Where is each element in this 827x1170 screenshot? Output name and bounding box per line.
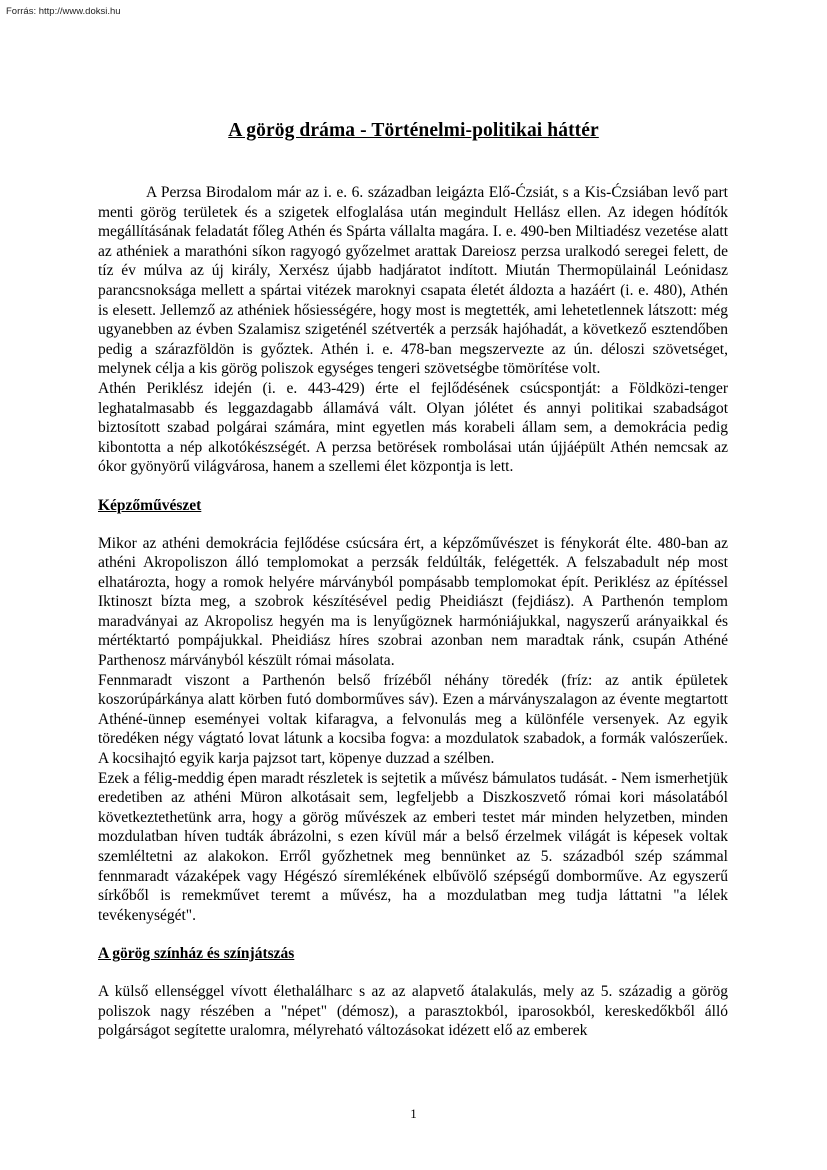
section1-paragraph-3: Ezek a félig-meddig épen maradt részletek is sejtetik a művész bámulatos tudását. - Nem ismerhetjük eredetiben az athéni Müron alkotásait sem, legfeljebb a Diszkoszvető római kori másolatából következtethetünk arra, hogy a görög művészek az emberi testet már minden helyzetben, minden mozdulatban híven tudták ábrázolni, s ezen kívül már a belső érzelmek világát is képesek voltak szemléltetni az alakokon. Erről győzhetnek meg bennünket az 5. századból szép számmal fennmaradt vázaképek vagy Hégészó síremlékének elbűvölő szépségű domborműve. Az egyszerű sírkőből is remekművet teremt a művész, ha a mozdulatban meg tudja láttatni "a lélek tevékenységét". (98, 769, 728, 924)
section1-paragraph-2: Fennmaradt viszont a Parthenón belső frízéből néhány töredék (fríz: az antik épületek koszorúpárkánya alatt körben futó domborműves sáv). Ezen a márványszalagon az évente megtartott Athéné-ünnep eseményei voltak kifaragva, a felvonulás meg a különféle versenyek. Az egyik töredéken négy vágtató lovat látunk a kocsiba fogva: a mozdulatok szabadok, a formák valószerűek. A kocsihajtó egyik karja pajzsot tart, köpenye duzzad a szélben. (98, 671, 728, 768)
intro-paragraph-2: Athén Periklész idején (i. e. 443-429) érte el fejlődésének csúcspontját: a Földközi-tenger leghatalmasabb és leggazdagabb államává vált. Olyan jólétet és annyi politikai szabadságot biztosított szabad polgárai számára, mint egyetlen más korabeli állam sem, a demokrácia pedig kibontotta a nép alkotókészségét. A perzsa betörések rombolásai után újjáépült Athén nemcsak az ókor gyönyörű világvárosa, hanem a szellemi élet központja is lett. (98, 379, 728, 476)
document-title: A görög dráma - Történelmi-politikai háttér (228, 120, 599, 141)
intro-paragraph-1: A Perzsa Birodalom már az i. e. 6. században leigázta Elő-Ćzsiát, s a Kis-Ćzsiában levő part menti görög területek és a szigetek elfoglalása után megindult Hellász ellen. Az idegen hódítók megállításának feladatát főleg Athén és Spárta vállalta magára. I. e. 490-ben Miltiadész vezetése alatt az athéniek a marathóni síkon ragyogó győzelmet arattak Dareiosz perzsa uralkodó seregei felett, de tíz év múlva az új király, Xerxész újabb hadjáratot indított. Miután Thermopülainál Leónidasz parancsnoksága mellett a spártai vitézek maroknyi csapata életét áldozta a hazáért (i. e. 480), Athén is elesett. Jellemző az athéniek hősiességére, hogy most is megtették, ami lehetetlennek látszott: még ugyanebben az évben Szalamisz szigeténél szétverték a perzsák hajóhadát, a következő esztendőben pedig a szárazföldön is győztek. Athén i. e. 478-ban megszervezte az ún. déloszi szövetséget, melynek célja a kis görög poliszok egységes tengeri szövetségbe tömörítése volt. (98, 184, 728, 378)
section-heading-szinhaz: A görög színház és színjátszás (98, 945, 295, 963)
section2-paragraph-1: A külső ellenséggel vívott élethalálharc s az az alapvető átalakulás, mely az 5. századig a görög poliszok nagy részében a "népet" (démosz), a parasztokból, iparosokból, kereskedőkből álló polgárságot segítette uralomra, mélyreható változásokat idézett elő az emberek (98, 982, 728, 1040)
section1-paragraph-1: Mikor az athéni demokrácia fejlődése csúcsára ért, a képzőművészet is fénykorát élte. 480-ban az athéni Akropoliszon álló templomokat a perzsák feldúlták, felégették. A felszabadult nép most elhatározta, hogy a romok helyére márványból pompásabb templomokat épít. Periklész az építéssel Iktinoszt bízta meg, a szobrok készítésével pedig Pheidiászt (fejdiász). A Parthenón templom maradványai az Akropolisz hegyén ma is lenyűgöznek harmóniájukkal, nagyszerű arányaikkal és mértéktartó pompájukkal. Pheidiász híres szobrai azonban nem maradtak ránk, csupán Athéné Parthenosz márványból készült római másolata. (98, 534, 728, 670)
document-body (98, 183, 728, 1041)
section-heading-kepzomuveszet: Képzőművészet (98, 496, 202, 514)
page-number: 1 (410, 1106, 417, 1121)
source-line: Forrás: http://www.doksi.hu (6, 6, 121, 17)
